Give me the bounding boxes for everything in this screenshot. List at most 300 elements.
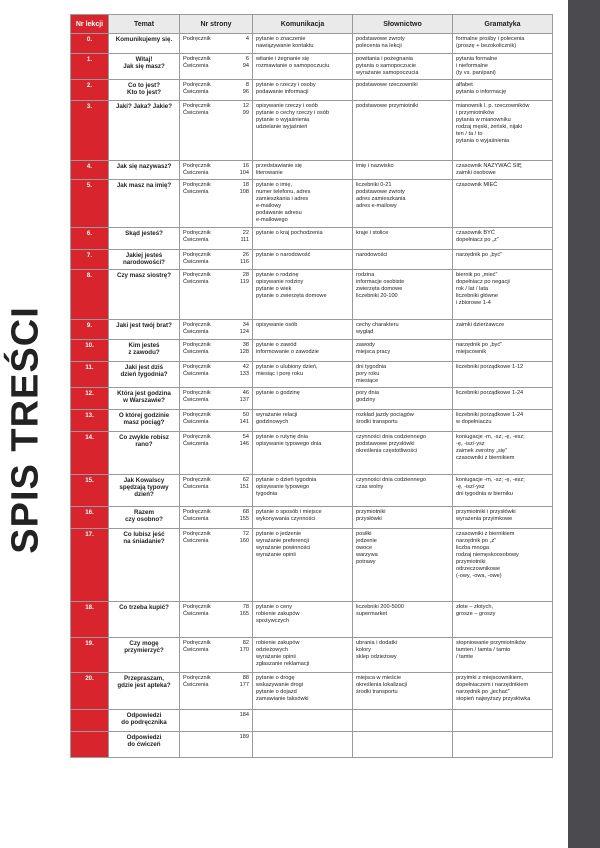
lesson-number-text: 4. [86,163,93,170]
page-line [183,189,249,196]
page-line [183,110,249,117]
grammar-cell [453,161,553,180]
communication-line: opisywanie rzeczy i osób [256,103,318,109]
communication-line: opisywanie osób [256,322,298,328]
page-number: 82 [242,640,249,646]
page-line [183,163,249,170]
communication-line: pytanie o ceny [256,604,293,610]
lesson-number [71,362,109,388]
communication-line: nawiązywanie kontaktu [256,43,314,49]
communication-line: literowanie [256,170,283,176]
communication-line: zamawianie taksówki [256,696,309,702]
page-number: 160 [239,538,249,544]
vocabulary-line: cechy charakteru [356,322,399,328]
page-number: 26 [242,252,249,258]
page-number: 62 [242,477,249,483]
communication-line: pytanie o rodzinę [256,272,299,278]
grammar-cell [453,320,553,340]
vocabulary-line: supermarket [356,611,388,617]
book-label: Podręcznik [183,364,211,370]
communication-cell [253,673,353,710]
page-line [183,103,249,110]
page-number: 22 [242,230,249,236]
page-line [183,397,249,404]
page-numbers [180,180,253,228]
grammar-line: czasownik NAZYWAĆ SIĘ [456,163,522,169]
header-page-nr: Nr strony [180,15,253,34]
lesson-number [71,340,109,362]
lesson-number [71,388,109,410]
table-row [71,732,553,758]
communication-cell [253,161,353,180]
page-numbers [180,710,253,732]
page-numbers [180,340,253,362]
page-numbers [180,270,253,320]
grammar-line: pytania w mianowniku [456,117,511,123]
vocabulary-cell [353,180,453,228]
page-number: 119 [240,279,249,285]
communication-line: pytanie o dzień tygodnia [256,477,317,483]
lesson-topic [109,228,180,250]
page-number: 177 [239,682,249,688]
header-vocabulary: Słownictwo [353,15,453,34]
page-line [183,509,249,516]
page-number: 124 [239,329,249,335]
vocabulary-line: określenia lokalizacji [356,682,407,688]
page-number: 4 [245,36,249,42]
vocabulary-line: podstawowe zwroty [356,189,405,195]
grammar-line: i nieformalne [456,63,489,69]
communication-line: odzieżowych [256,647,289,653]
topic-line: czy osobno? [125,516,163,523]
book-label: Podręcznik [183,322,211,328]
vocabulary-line: ubrania i dodatki [356,640,398,646]
lesson-number [71,710,109,732]
lesson-number-text: 16. [85,509,94,516]
lesson-number-text: 2. [86,82,93,89]
lesson-number-text: 12. [85,390,94,397]
communication-line: robienie zakupów [256,640,300,646]
lesson-number-text: 13. [85,412,94,419]
communication-line: opisywanie typowego dnia [256,441,322,447]
vocabulary-line: posiłki [356,531,372,537]
communication-line: godzinowych [256,419,289,425]
page-number: 46 [242,390,249,396]
topic-line: Czy masz siostrę? [117,272,171,279]
vocabulary-line: środki transportu [356,419,398,425]
grammar-cell [453,54,553,80]
page-numbers [180,388,253,410]
lesson-number [71,410,109,432]
communication-line: opisywanie rodziny [256,279,304,285]
grammar-cell [453,432,553,475]
communication-cell [253,602,353,638]
page-numbers [180,362,253,388]
page-line [183,434,249,441]
book-label: Ćwiczenia [183,441,209,447]
lesson-number-text: 6. [86,230,93,237]
topic-line: O której godzinie [118,412,170,419]
communication-line: opisywanie typowego [256,484,310,490]
grammar-line: narzędnik po „jechać” [456,689,510,695]
page-number: 128 [239,349,249,355]
communication-cell [253,34,353,54]
communication-line: pytanie o wyjaśnienia [256,117,310,123]
page-number: 42 [242,364,249,370]
page-title: SPIS TREŚCI [4,306,47,554]
vocabulary-line: przymiotniki [356,509,386,515]
communication-line: numer telefonu, adres [256,189,311,195]
page-numbers [180,101,253,161]
vocabulary-line: liczebniki 20-100 [356,293,398,299]
vocabulary-line: podstawowe zwroty [356,36,405,42]
book-label: Ćwiczenia [183,397,209,403]
lesson-number-text: 1. [86,56,93,63]
vocabulary-line: czynności dnia codziennego [356,434,426,440]
lesson-topic [109,602,180,638]
grammar-line: czasownik MIEĆ [456,182,498,188]
lesson-number [71,34,109,54]
book-label: Podręcznik [183,477,211,483]
topic-line: Jaki jest dziś [124,364,164,371]
page-line [183,63,249,70]
lesson-number [71,529,109,602]
page-line [183,272,249,279]
vocabulary-line: godziny [356,397,376,403]
page-number: 184 [239,712,249,718]
header-grammar: Gramatyka [453,15,553,34]
grammar-line: -ę, -isz/-ysz [456,484,485,490]
communication-line: pytanie o znaczenie [256,36,306,42]
communication-cell [253,228,353,250]
vocabulary-cell [353,250,453,270]
grammar-line: liczebniki porządkowe 1-24 [456,390,524,396]
table-row [71,34,553,54]
page-numbers [180,410,253,432]
grammar-line: pytania o informację [456,89,507,95]
communication-line: udzielanie wyjaśnień [256,124,308,130]
table-row [71,101,553,161]
communication-line: pytanie o narodowość [256,252,311,258]
book-label: Ćwiczenia [183,516,209,522]
grammar-line: grosze – groszy [456,611,496,617]
communication-line: spożywczych [256,618,289,624]
book-label: Ćwiczenia [183,349,209,355]
lesson-number-text: 11. [85,364,94,371]
lesson-topic [109,250,180,270]
page-line [183,441,249,448]
page-number: 6 [245,56,249,62]
communication-cell [253,475,353,507]
vocabulary-cell [353,34,453,54]
grammar-line: pytania formalne [456,56,498,62]
page-numbers [180,602,253,638]
lesson-topic [109,180,180,228]
vocabulary-cell [353,228,453,250]
book-label: Ćwiczenia [183,237,209,243]
book-label: Podręcznik [183,531,211,537]
communication-line: miesiąc i porę roku [256,371,303,377]
table-row [71,180,553,228]
book-label: Ćwiczenia [183,329,209,335]
topic-line: do podręcznika [121,719,167,726]
vocabulary-cell [353,529,453,602]
topic-line: Kim jesteś [128,342,160,349]
table-row [71,270,553,320]
book-label: Ćwiczenia [183,110,209,116]
lesson-topic [109,507,180,529]
vocabulary-line: jedzenie [356,538,377,544]
vocabulary-line: powitania i pożegnania [356,56,413,62]
topic-line: Odpowiedzi [126,734,162,741]
vocabulary-cell [353,101,453,161]
lesson-number [71,228,109,250]
header-row [71,15,553,34]
vocabulary-line: adres e-mailowy [356,203,397,209]
communication-line: wyrażanie opinii [256,552,296,558]
grammar-line: narzędnik po „być” [456,252,503,258]
communication-line: pytanie o godzinę [256,390,300,396]
page-line [183,412,249,419]
vocabulary-line: pory dnia [356,390,380,396]
page-line [183,252,249,259]
communication-cell [253,320,353,340]
communication-line: podawanie adresu [256,210,302,216]
page-number: 88 [242,675,249,681]
page-numbers [180,673,253,710]
topic-line: dzień? [134,491,154,498]
grammar-line: stopniowanie przymiotników [456,640,526,646]
topic-line: Skąd jesteś? [125,230,163,237]
communication-cell [253,340,353,362]
grammar-line: -ę, -isz/-ysz [456,441,485,447]
page-number: 170 [239,647,249,653]
page-line [183,682,249,689]
table-row [71,638,553,673]
page-line [183,484,249,491]
page-line [183,329,249,336]
grammar-line: w dopełniaczu [456,419,492,425]
topic-line: Co lubisz jeść [123,531,165,538]
topic-line: spędzają typowy [119,484,169,491]
topic-line: rano? [135,441,153,448]
lesson-number-text: 5. [86,182,93,189]
page-numbers [180,250,253,270]
lesson-topic [109,80,180,101]
vocabulary-line: czas wolny [356,484,384,490]
page-number: 18 [242,182,249,188]
grammar-cell [453,638,553,673]
grammar-line: dopełniaczem i narzędnikiem [456,682,529,688]
book-label: Podręcznik [183,675,211,681]
communication-line: tygodnia [256,491,278,497]
grammar-cell [453,270,553,320]
page-number: 34 [242,322,249,328]
lesson-number [71,80,109,101]
page-line [183,734,249,741]
grammar-line: stopień najwyższy przysłówka [456,696,531,702]
grammar-line: wyrażenia przyimkowe [456,516,513,522]
communication-cell [253,180,353,228]
communication-line: e-mailowy [256,203,282,209]
communication-cell [253,362,353,388]
communication-cell [253,710,353,732]
header-topic: Temat [109,15,180,34]
communication-line: wyrażanie powinności [256,545,311,551]
lesson-number [71,180,109,228]
communication-line: pytanie o drogę [256,675,295,681]
vocabulary-line: podstawowe przysłówki [356,441,415,447]
grammar-cell [453,673,553,710]
page-numbers [180,529,253,602]
communication-line: wyrażanie opinii [256,654,296,660]
vocabulary-line: imię i nazwisko [356,163,394,169]
page-number: 16 [242,163,249,169]
grammar-line: liczba mnoga [456,545,489,551]
communication-line: pytanie o dojazd [256,689,297,695]
lesson-number-text: 7. [86,252,93,259]
lesson-number [71,507,109,529]
vocabulary-line: warzywa [356,552,378,558]
book-label: Ćwiczenia [183,419,209,425]
page-line [183,675,249,682]
vocabulary-cell [353,340,453,362]
page-number: 146 [239,441,249,447]
grammar-line: formalne prośby i polecenia [456,36,525,42]
communication-line: pytanie o zwierzęta domowe [256,293,327,299]
communication-line: wskazywanie drogi [256,682,303,688]
communication-line: informowanie o zawodzie [256,349,319,355]
page-line [183,647,249,654]
vocabulary-cell [353,54,453,80]
grammar-line: dopełniacz po negacji [456,279,510,285]
lesson-number-text: 17. [85,531,94,538]
book-label: Podręcznik [183,640,211,646]
lesson-number-text: 14. [85,434,94,441]
grammar-cell [453,228,553,250]
table-row [71,475,553,507]
table-row [71,320,553,340]
communication-line: witanie i żegnanie się [256,56,310,62]
communication-cell [253,54,353,80]
grammar-line: dni tygodnia w bierniku [456,491,513,497]
topic-line: Jak masz na imię? [116,182,172,189]
lesson-number-text: 19. [85,640,94,647]
page-line [183,364,249,371]
vocabulary-line: sklep odzieżowy [356,654,397,660]
grammar-cell [453,475,553,507]
vocabulary-line: informacje osobiste [356,279,405,285]
page-number: 151 [239,484,249,490]
side-band [568,0,600,848]
communication-line: zgłaszanie reklamacji [256,661,310,667]
lesson-number [71,320,109,340]
lesson-number-text: 9. [86,322,93,329]
lesson-number-text: 3. [86,103,93,110]
vocabulary-line: liczebniki 200-5000 [356,604,404,610]
lesson-topic [109,638,180,673]
page-number: 99 [242,110,249,116]
communication-line: pytanie o zawód [256,342,297,348]
communication-cell [253,410,353,432]
vocabulary-line: określenia częstotliwości [356,448,418,454]
grammar-line: ten / ta / to [456,131,483,137]
lesson-number [71,432,109,475]
vocabulary-cell [353,732,453,758]
lesson-topic [109,34,180,54]
communication-line: e-mailowego [256,217,288,223]
grammar-line: zaimek zwrotny „się” [456,448,507,454]
page-number: 8 [245,82,249,88]
lesson-number [71,638,109,673]
topic-line: dzień tygodnia? [120,371,168,378]
page-line [183,516,249,523]
lesson-number [71,732,109,758]
communication-line: pytanie o rutynę dnia [256,434,308,440]
book-label: Podręcznik [183,509,211,515]
grammar-line: alfabet [456,82,473,88]
lesson-topic [109,101,180,161]
page-number: 133 [239,371,249,377]
communication-cell [253,388,353,410]
table-row [71,673,553,710]
book-label: Ćwiczenia [183,189,209,195]
communication-cell [253,432,353,475]
topic-line: z zawodu? [128,349,160,356]
communication-cell [253,250,353,270]
vocabulary-line: czynności dnia codziennego [356,477,426,483]
vocabulary-line: zwierzęta domowe [356,286,403,292]
lesson-topic [109,161,180,180]
grammar-cell [453,710,553,732]
book-label: Podręcznik [183,412,211,418]
lesson-topic [109,732,180,758]
communication-line: podawanie informacji [256,89,309,95]
communication-line: robienie zakupów [256,611,300,617]
lesson-number [71,54,109,80]
topic-line: Jak się masz? [123,63,165,70]
vocabulary-line: polecenia na lekcji [356,43,402,49]
topic-line: w Warszawie? [123,397,165,404]
vocabulary-cell [353,710,453,732]
lesson-topic [109,340,180,362]
page-line [183,390,249,397]
topic-line: Co trzeba kupić? [119,604,169,611]
page-number: 38 [242,342,249,348]
vocabulary-line: miesiące [356,378,379,384]
vocabulary-line: potrawy [356,559,376,565]
page-number: 116 [240,259,249,265]
page-number: 54 [242,434,249,440]
grammar-line: biernik po „mieć” [456,272,498,278]
vocabulary-line: wyrażanie samopoczucia [356,70,419,76]
lesson-number-text: 18. [85,604,94,611]
grammar-line: narzędnik po „być” [456,342,503,348]
book-label: Ćwiczenia [183,279,209,285]
vocabulary-line: kolory [356,647,371,653]
topic-line: do ćwiczeń [127,741,161,748]
communication-cell [253,80,353,101]
topic-line: Jaki? Jaka? Jakie? [115,103,173,110]
grammar-cell [453,732,553,758]
communication-line: przedstawianie się [256,163,303,169]
page-numbers [180,638,253,673]
page-line [183,531,249,538]
vocabulary-line: wygląd [356,329,374,335]
communication-line: pytanie o imię, [256,182,293,188]
lesson-number [71,602,109,638]
page-number: 141 [239,419,249,425]
